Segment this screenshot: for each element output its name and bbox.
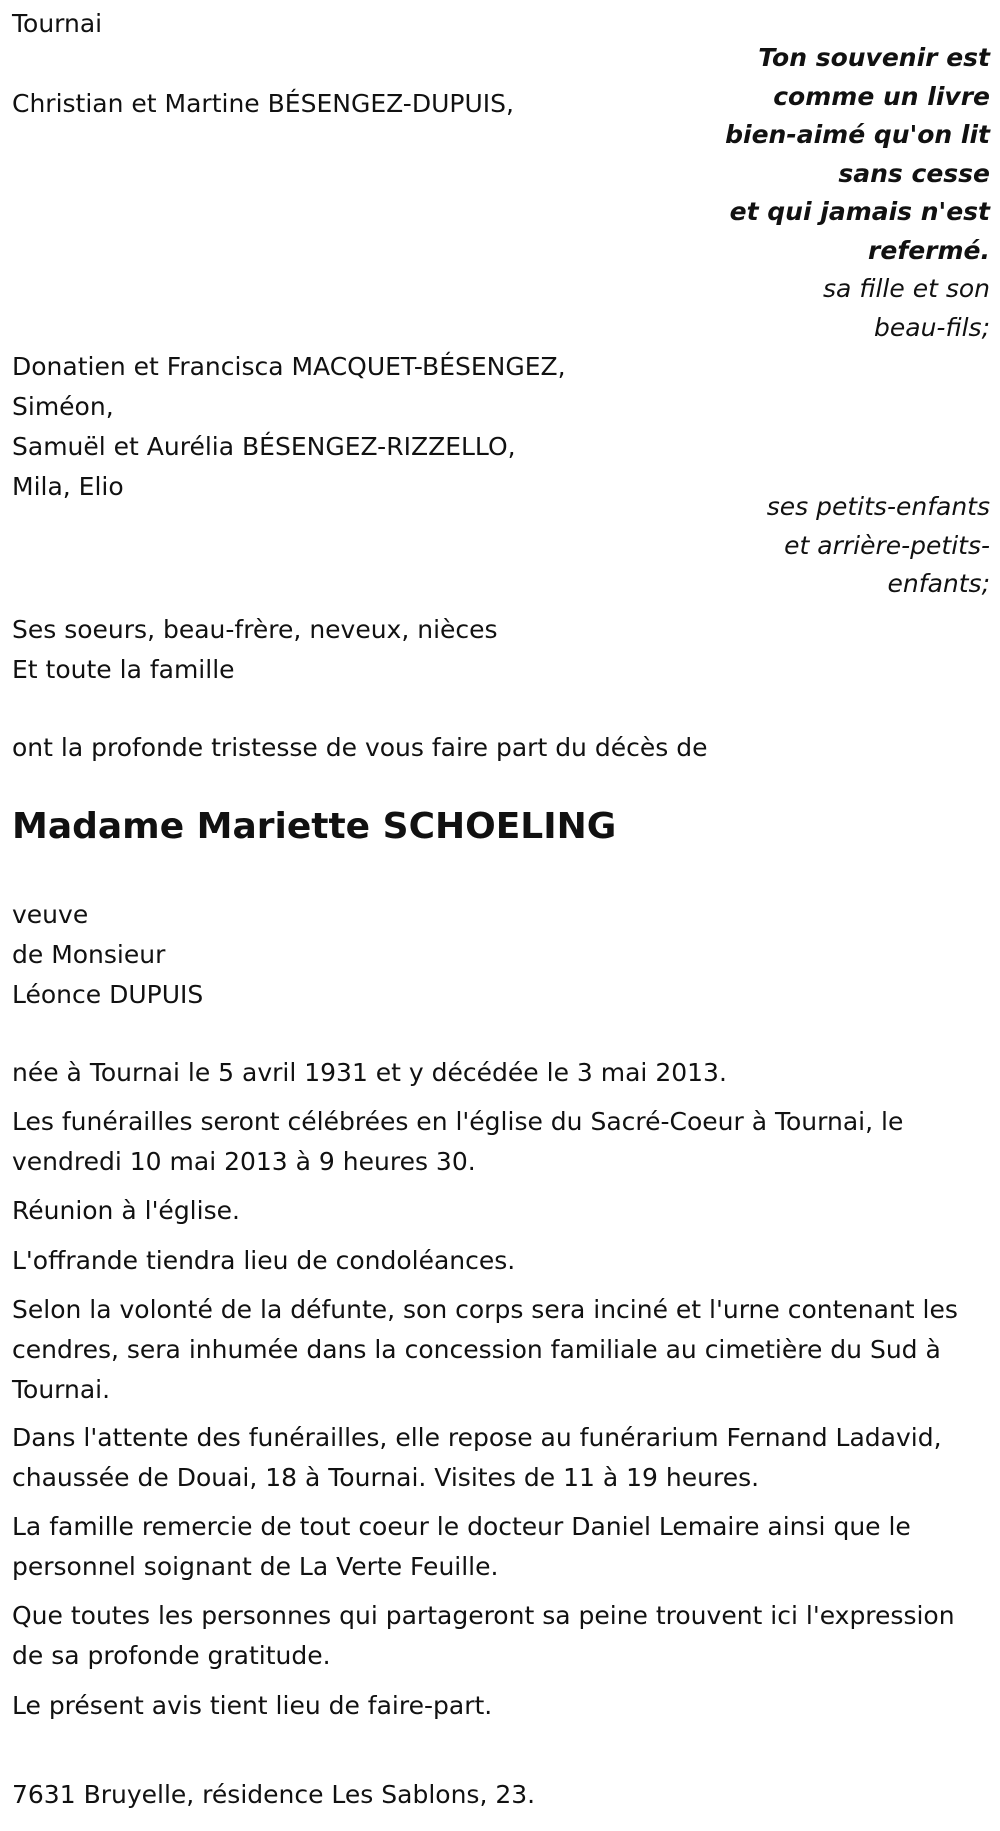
funerarium-paragraph: Dans l'attente des funérailles, elle repose au funérarium Fernand Ladavid, chaussée de Douai, 18 à Tournai. Visites de 11 à 19 heures. [12, 1423, 942, 1492]
grandchildren-role-line: et arrière-petits- [784, 530, 990, 560]
grandchildren-line: Samuël et Aurélia BÉSENGEZ-RIZZELLO, [12, 432, 516, 461]
quote-line: et qui jamais n'est [729, 197, 990, 226]
grandchildren-role [690, 488, 990, 604]
grandchildren-list [12, 347, 566, 507]
city-heading: Tournai [12, 9, 103, 38]
other-family-line: Et toute la famille [12, 655, 235, 684]
address: 7631 Bruyelle, résidence Les Sablons, 23. [12, 1780, 536, 1809]
offering-paragraph: L'offrande tiendra lieu de condoléances. [12, 1246, 516, 1275]
grandchildren-role-line: enfants; [887, 569, 990, 598]
spouse-line: de Monsieur [12, 940, 166, 969]
funeral-paragraph: Les funérailles seront célébrées en l'église du Sacré-Coeur à Tournai, le vendredi 10 mai 2013 à 9 heures 30. [12, 1107, 904, 1176]
grandchildren-role-line: ses petits-enfants [766, 492, 990, 521]
meeting-paragraph: Réunion à l'église. [12, 1196, 240, 1225]
spouse-block [12, 895, 203, 1015]
cremation-paragraph: Selon la volonté de la défunte, son corps sera inciné et l'urne contenant les cendres, sera inhumée dans la concession familiale au cimetière du Sud à Tournai. [12, 1295, 958, 1404]
gratitude-paragraph: Que toutes les personnes qui partageront sa peine trouvent ici l'expression de sa profonde gratitude. [12, 1601, 955, 1670]
daughter-role-line: beau-fils; [874, 312, 990, 342]
daughter-role-line: sa fille et son [823, 274, 990, 303]
spouse-line: Léonce DUPUIS [12, 980, 204, 1009]
quote-line: refermé. [868, 235, 990, 265]
grandchildren-line: Donatien et Francisca MACQUET-BÉSENGEZ, [12, 352, 566, 381]
announcement: ont la profonde tristesse de vous faire part du décès de [12, 733, 708, 762]
quote-line: Ton souvenir est [758, 43, 990, 72]
spouse-line: veuve [12, 900, 89, 929]
quote-block [690, 39, 990, 347]
other-family-line: Ses soeurs, beau-frère, neveux, nièces [12, 615, 498, 644]
notice-paragraph: Le présent avis tient lieu de faire-part. [12, 1691, 493, 1720]
quote-line: sans cesse [838, 158, 990, 188]
grandchildren-line: Mila, Elio [12, 472, 124, 501]
quote-line: bien-aimé qu'on lit [725, 120, 990, 149]
deceased-name: Madame Mariette SCHOELING [12, 806, 617, 847]
daughter-couple: Christian et Martine BÉSENGEZ-DUPUIS, [12, 89, 514, 118]
quote-line: comme un livre [773, 81, 990, 111]
grandchildren-line: Siméon, [12, 392, 114, 421]
other-family [12, 610, 498, 690]
birth-death-paragraph: née à Tournai le 5 avril 1931 et y décédée le 3 mai 2013. [12, 1058, 727, 1087]
thanks-paragraph: La famille remercie de tout coeur le docteur Daniel Lemaire ainsi que le personnel soignant de La Verte Feuille. [12, 1512, 911, 1581]
